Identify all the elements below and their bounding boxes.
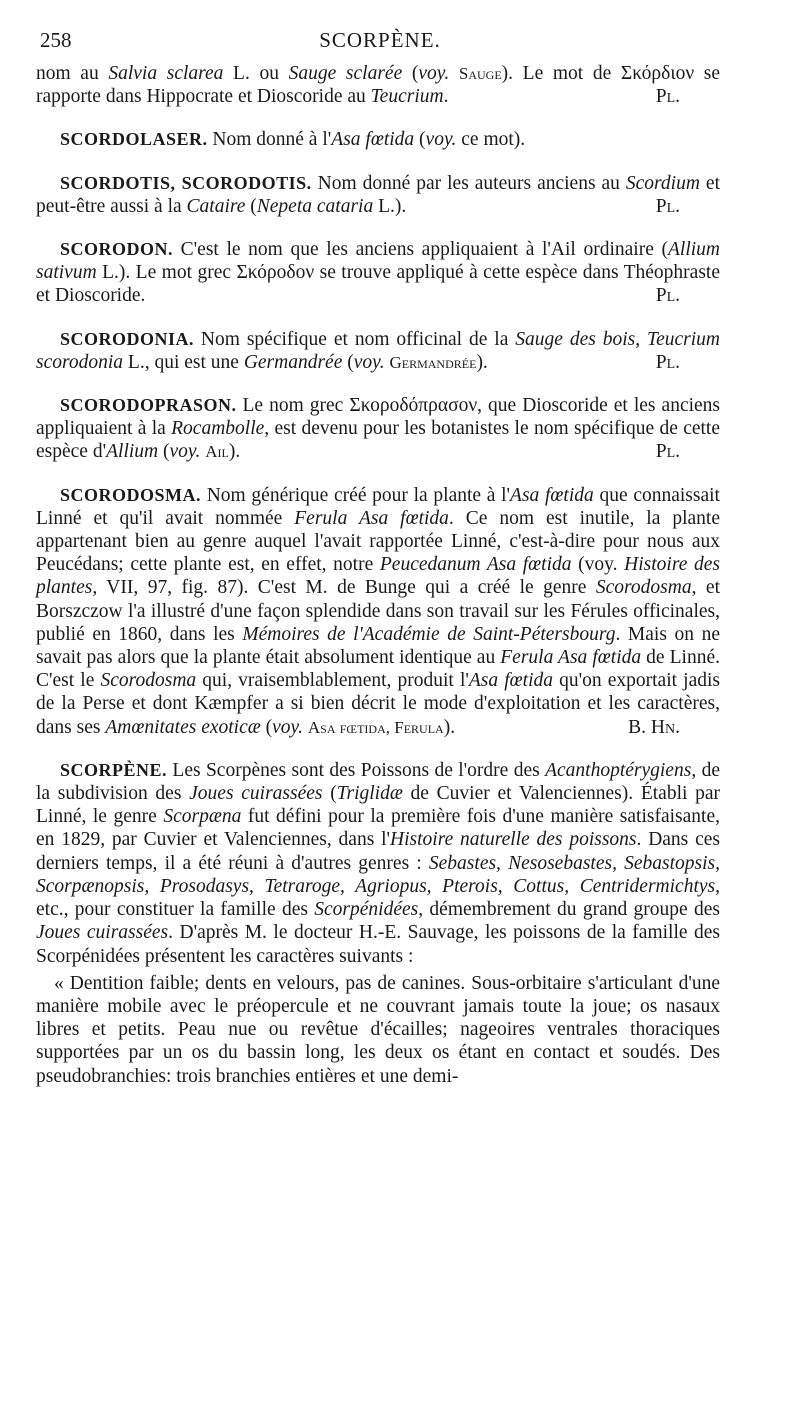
entry-headword: SCORDOLASER.	[60, 129, 208, 150]
entry-headword: SCORODOPRASON.	[60, 395, 237, 416]
running-title: SCORPÈNE.	[319, 28, 441, 52]
entry-scordolaser: SCORDOLASER. Nom donné à l'Asa fœtida (voy. ce mot).	[60, 129, 526, 151]
entry-headword: SCORODONIA.	[60, 328, 195, 349]
entry-headword: SCORODON.	[60, 239, 174, 260]
entry-headword: SCORDOTIS, SCORODOTIS.	[60, 172, 312, 193]
entry-scorodonia: SCORODONIA. Nom spécifique et nom officinal de la Sauge des bois, Teucrium scorodonia L., qui est une Germandrée (voy. Germandrée). Pl.	[36, 328, 720, 373]
page-body	[36, 62, 720, 1088]
page-header	[40, 28, 720, 58]
entry-quote: « Dentition faible; dents en velours, pas de canines. Sous-orbitaire s'articulant d'une manière mobile avec le préopercule et ne couvrant jamais toute la joue; os nasaux libres et petits. Peau nue ou revêtue d'écailles; nageoires ventrales thoraciques supportées par un os du bassin long, les deux os étant en contact et soudés. Des pseudobranchies: trois branchies entières et une demi-	[36, 972, 720, 1087]
entry-continuation: nom au Salvia sclarea L. ou Sauge sclarée (voy. Sauge). Le mot de Σκόρδιον se rapporte dans Hippocrate et Dioscoride au Teucrium. Pl.	[36, 63, 721, 108]
entry-scorodosma: SCORODOSMA. Nom générique créé pour la plante à l'Asa fœtida que connaissait Linné et qu'il avait nommée Ferula Asa fœtida. Ce nom est inutile, la plante appartenant bien au genre auquel l'avait rapportée Linné, c'est-à-dire pour nous aux Peucédans; cette plante est, en effet, notre Peucedanum Asa fœtida (voy. Histoire des plantes, VII, 97, fig. 87). C'est M. de Bunge qui a créé le genre Scorodosma, et Borszczow l'a illustré d'une façon splendide dans son travail sur les Férules officinales, publié en 1860, dans les Mémoires de l'Académie de Saint-Pétersbourg. Mais on ne savait pas alors que la plante était absolument identique au Ferula Asa fœtida de Linné. C'est le Scorodosma qui, vraisemblablement, produit l'Asa fœtida qu'on exportait jadis de la Perse et dont Kæmpfer a si bien décrit le mode d'exploitation et les caractères, dans ses Amœnitates exoticæ (voy. Asa fœtida, Ferula). B. Hn.	[36, 484, 721, 738]
entry-headword: SCORODOSMA.	[60, 484, 202, 505]
entry-signature: Pl.	[655, 195, 680, 217]
entry-scordotis: SCORDOTIS, SCORODOTIS. Nom donné par les auteurs anciens au Scordium et peut-être aussi à la Cataire (Nepeta cataria L.). Pl.	[36, 172, 720, 217]
entry-signature: Pl.	[655, 441, 680, 463]
entry-headword: SCORPÈNE.	[60, 759, 168, 780]
entry-scorodoprason: SCORODOPRASON. Le nom grec Σκοροδόπρασον, que Dioscoride et les anciens appliquaient à la Rocambolle, est devenu pour les botanistes le nom spécifique de cette espèce d'Allium (voy. Ail). Pl.	[36, 395, 721, 463]
entry-scorpene: SCORPÈNE. Les Scorpènes sont des Poissons de l'ordre des Acanthoptérygiens, de la subdivision des Joues cuirassées (Triglidæ de Cuvier et Valenciennes). Établi par Linné, le genre Scorpæna fut défini pour la première fois d'une manière satisfaisante, en 1829, par Cuvier et Valenciennes, dans l'Histoire naturelle des poissons. Dans ces derniers temps, il a été réuni à d'autres genres : Sebastes, Nesosebastes, Sebastopsis, Scorpænopsis, Prosodasys, Tetraroge, Agriopus, Pterois, Cottus, Centridermichtys, etc., pour constituer la famille des Scorpénidées, démembrement du grand groupe des Joues cuirassées. D'après M. le docteur H.-E. Sauvage, les poissons de la famille des Scorpénidées présentent les caractères suivants :	[36, 759, 721, 967]
entry-signature: Pl.	[655, 86, 680, 108]
entry-signature: Pl.	[655, 351, 680, 373]
entry-signature: B. Hn.	[628, 716, 680, 738]
page-number: 258	[40, 28, 72, 52]
entry-scorodon: SCORODON. C'est le nom que les anciens appliquaient à l'Ail ordinaire (Allium sativum L.). Le mot grec Σκόροδον se trouve appliqué à cette espèce dans Théophraste et Dioscoride. Pl.	[36, 239, 720, 307]
entry-signature: Pl.	[655, 285, 680, 307]
